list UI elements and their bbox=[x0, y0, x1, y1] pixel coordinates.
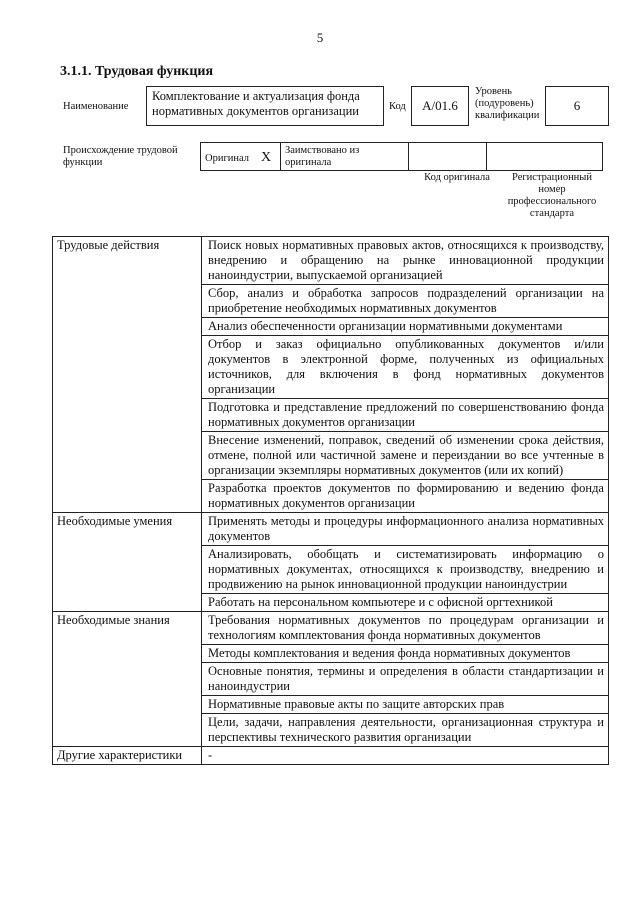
code-value: А/01.6 bbox=[411, 86, 469, 126]
section-heading: Необходимые умения bbox=[53, 513, 202, 612]
section-item: Методы комплектования и ведения фонда нормативных документов bbox=[202, 645, 609, 663]
code-label: Код bbox=[389, 101, 406, 112]
original-mark: X bbox=[261, 149, 272, 165]
section-item: Применять методы и процедуры информационного анализа нормативных документов bbox=[202, 513, 609, 546]
section-item: Цели, задачи, направления деятельности, организационная структура и перспективы технического развития организации bbox=[202, 714, 609, 747]
section-item: Внесение изменений, поправок, сведений об изменении срока действия, отмене, полной или частичной замене и переиздании во все учтенные в организации экземпляры нормативных документов (или их копий) bbox=[202, 432, 609, 480]
section-item: Анализ обеспеченности организации нормативными документами bbox=[202, 318, 609, 336]
section-item: Требования нормативных документов по процедурам организации и технологиям комплектования фонда нормативных документов bbox=[202, 612, 609, 645]
labor-function-table bbox=[52, 236, 609, 765]
section-heading: Другие характеристики bbox=[53, 747, 202, 765]
section-item: Подготовка и представление предложений по совершенствованию фонда нормативных документов организации bbox=[202, 399, 609, 432]
table-row bbox=[53, 747, 609, 765]
borrowed-label: Заимствовано из оригинала bbox=[281, 143, 409, 171]
section-item: Отбор и заказ официально опубликованных документов и/или документов в электронной форме, полученных из официальных источников, для включения в фонд нормативных документов организации bbox=[202, 336, 609, 399]
section-item: Анализировать, обобщать и систематизировать информацию о нормативных документах, относящихся к производству, внедрению и продвижению на рынок инновационной продукции наноиндустрии bbox=[202, 546, 609, 594]
code-of-original-cell bbox=[409, 143, 487, 171]
section-item: Сбор, анализ и обработка запросов подразделений организации на приобретение необходимых нормативных документов bbox=[202, 285, 609, 318]
section-item: Нормативные правовые акты по защите авторских прав bbox=[202, 696, 609, 714]
section-heading: Необходимые знания bbox=[53, 612, 202, 747]
table-row bbox=[53, 612, 609, 645]
section-title: 3.1.1. Трудовая функция bbox=[60, 64, 214, 79]
code-of-original-label: Код оригинала bbox=[424, 172, 490, 183]
name-value: Комплектование и актуализация фонда нормативных документов организации bbox=[146, 86, 384, 126]
section-heading: Трудовые действия bbox=[53, 237, 202, 513]
page-number: 5 bbox=[316, 30, 324, 45]
origin-label: Происхождение трудовой функции bbox=[63, 145, 178, 168]
section-item: Работать на персональном компьютере и с офисной оргтехникой bbox=[202, 594, 609, 612]
original-label: Оригинал bbox=[205, 152, 249, 164]
section-item: - bbox=[202, 747, 609, 765]
origin-table bbox=[200, 142, 603, 171]
registration-number-cell bbox=[487, 143, 603, 171]
qualification-level-label: Уровень (подуровень) квалификации bbox=[475, 86, 540, 121]
name-label: Наименование bbox=[63, 101, 129, 112]
section-item: Основные понятия, термины и определения в области стандартизации и наноиндустрии bbox=[202, 663, 609, 696]
qualification-level-value: 6 bbox=[545, 86, 609, 126]
section-item: Разработка проектов документов по формированию и ведению фонда нормативных документов организации bbox=[202, 480, 609, 513]
table-row bbox=[53, 237, 609, 285]
table-row bbox=[53, 513, 609, 546]
registration-number-label: Регистрационный номер профессионального стандарта bbox=[507, 172, 597, 219]
section-item: Поиск новых нормативных правовых актов, относящихся к производству, внедрению и обращению на рынке инновационной продукции наноиндустрии, выпускаемой организацией bbox=[202, 237, 609, 285]
